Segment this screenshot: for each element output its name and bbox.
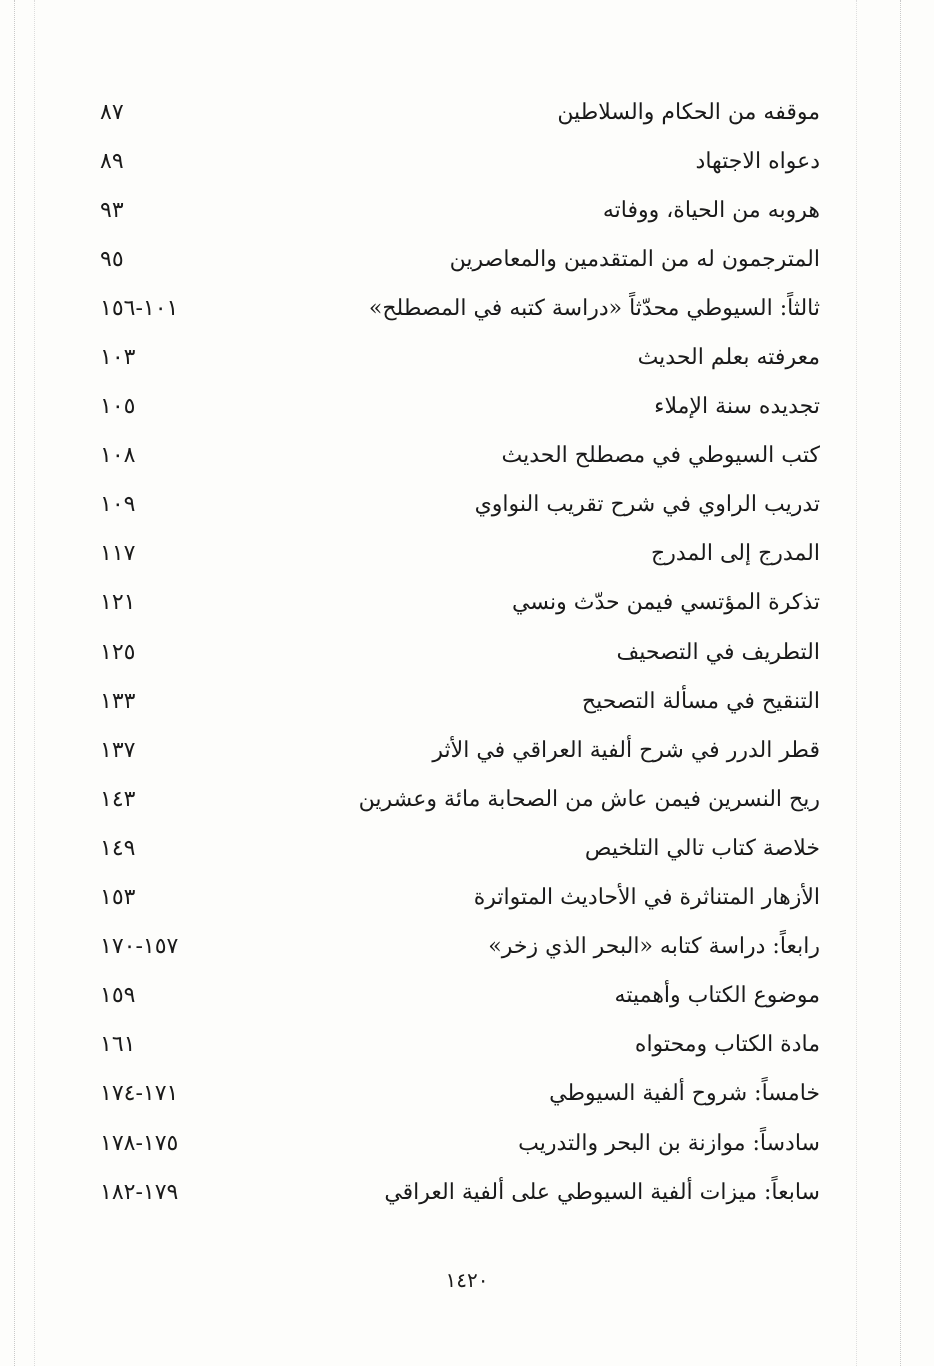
toc-entry-page: ١٢١: [100, 590, 136, 616]
toc-entry-title: تجديده سنة الإملاء: [654, 394, 820, 420]
scan-edge-artifact: [900, 0, 901, 1366]
toc-entry: [100, 726, 820, 775]
toc-entry-page: ١٣٧: [100, 737, 136, 763]
toc-entry-page: ٨٧: [100, 99, 124, 125]
toc-entry: [100, 874, 820, 923]
toc-entry: [100, 677, 820, 726]
toc-entry-page: ١٠٩: [100, 492, 136, 518]
toc-entry: [100, 1119, 820, 1168]
toc-entry: [100, 1021, 820, 1070]
toc-entry-title: رابعاً: دراسة كتابه «البحر الذي زخر»: [488, 934, 820, 960]
toc-entry-page: ١٧١-١٧٤: [100, 1081, 179, 1107]
toc-entry-title: الأزهار المتناثرة في الأحاديث المتواترة: [473, 885, 820, 911]
toc-entry-page: ٩٣: [100, 197, 124, 223]
toc-entry: [100, 137, 820, 186]
toc-entry: [100, 235, 820, 284]
toc-entry: [100, 333, 820, 382]
toc-entry-page: ١٠٨: [100, 443, 136, 469]
toc-entry-title: سابعاً: ميزات ألفية السيوطي على ألفية العراقي: [384, 1179, 820, 1205]
toc-entry-title: خامساً: شروح ألفية السيوطي: [549, 1081, 820, 1107]
toc-entry-page: ١٥٣: [100, 885, 136, 911]
scan-edge-artifact: [14, 0, 15, 1366]
toc-entry-page: ١٤٣: [100, 786, 136, 812]
toc-entry-page: ١٠٣: [100, 345, 136, 371]
toc-entry-page: ١١٧: [100, 541, 136, 567]
table-of-contents: [100, 88, 820, 1217]
toc-entry: [100, 824, 820, 873]
toc-entry: [100, 1070, 820, 1119]
toc-entry: [100, 775, 820, 824]
toc-entry: [100, 481, 820, 530]
toc-entry-title: موقفه من الحكام والسلاطين: [557, 99, 820, 125]
toc-entry: [100, 186, 820, 235]
toc-entry-title: سادساً: موازنة بن البحر والتدريب: [518, 1130, 820, 1156]
toc-entry: [100, 628, 820, 677]
scan-edge-artifact: [34, 0, 35, 1366]
toc-entry-page: ١٧٩-١٨٢: [100, 1179, 179, 1205]
toc-entry-title: هروبه من الحياة، ووفاته: [602, 197, 820, 223]
toc-entry: [100, 1168, 820, 1217]
toc-entry-page: ١٠٥: [100, 394, 136, 420]
toc-entry-page: ١٣٣: [100, 688, 136, 714]
toc-entry-title: تدريب الراوي في شرح تقريب النواوي: [474, 492, 820, 518]
toc-entry-page: ١٥٩: [100, 983, 136, 1009]
toc-entry: [100, 972, 820, 1021]
toc-entry: [100, 579, 820, 628]
toc-entry-title: قطر الدرر في شرح ألفية العراقي في الأثر: [432, 737, 820, 763]
toc-entry-title: التطريف في التصحيف: [616, 639, 820, 665]
toc-entry: [100, 432, 820, 481]
toc-entry-title: المترجمون له من المتقدمين والمعاصرين: [449, 246, 820, 272]
toc-entry-page: ٩٥: [100, 246, 124, 272]
toc-entry-page: ١٤٩: [100, 835, 136, 861]
toc-entry-page: ٨٩: [100, 148, 124, 174]
toc-entry-page: ١٧٥-١٧٨: [100, 1130, 179, 1156]
page-number: ١٤٢٠: [445, 1268, 489, 1292]
toc-entry: [100, 88, 820, 137]
toc-entry-title: موضوع الكتاب وأهميته: [614, 983, 820, 1009]
toc-entry-title: كتب السيوطي في مصطلح الحديث: [501, 443, 820, 469]
toc-entry-page: ١٦١: [100, 1032, 136, 1058]
toc-entry: [100, 383, 820, 432]
toc-entry-title: دعواه الاجتهاد: [695, 148, 820, 174]
toc-entry-page: ١٠١-١٥٦: [100, 295, 179, 321]
toc-entry-title: خلاصة كتاب تالي التلخيص: [584, 835, 820, 861]
toc-entry-title: المدرج إلى المدرج: [651, 541, 820, 567]
scan-edge-artifact: [856, 0, 857, 1366]
toc-entry-page: ١٢٥: [100, 639, 136, 665]
toc-entry-title: تذكرة المؤتسي فيمن حدّث ونسي: [512, 590, 820, 616]
toc-entry-page: ١٥٧-١٧٠: [100, 934, 179, 960]
toc-entry-title: التنقيح في مسألة التصحيح: [581, 688, 820, 714]
toc-entry-title: مادة الكتاب ومحتواه: [634, 1032, 820, 1058]
toc-entry: [100, 284, 820, 333]
toc-entry-title: ثالثاً: السيوطي محدّثاً «دراسة كتبه في المصطلح»: [368, 295, 820, 321]
toc-entry-title: ريح النسرين فيمن عاش من الصحابة مائة وعشرين: [358, 786, 820, 812]
toc-entry: [100, 923, 820, 972]
toc-entry-title: معرفته بعلم الحديث: [637, 345, 820, 371]
toc-entry: [100, 530, 820, 579]
